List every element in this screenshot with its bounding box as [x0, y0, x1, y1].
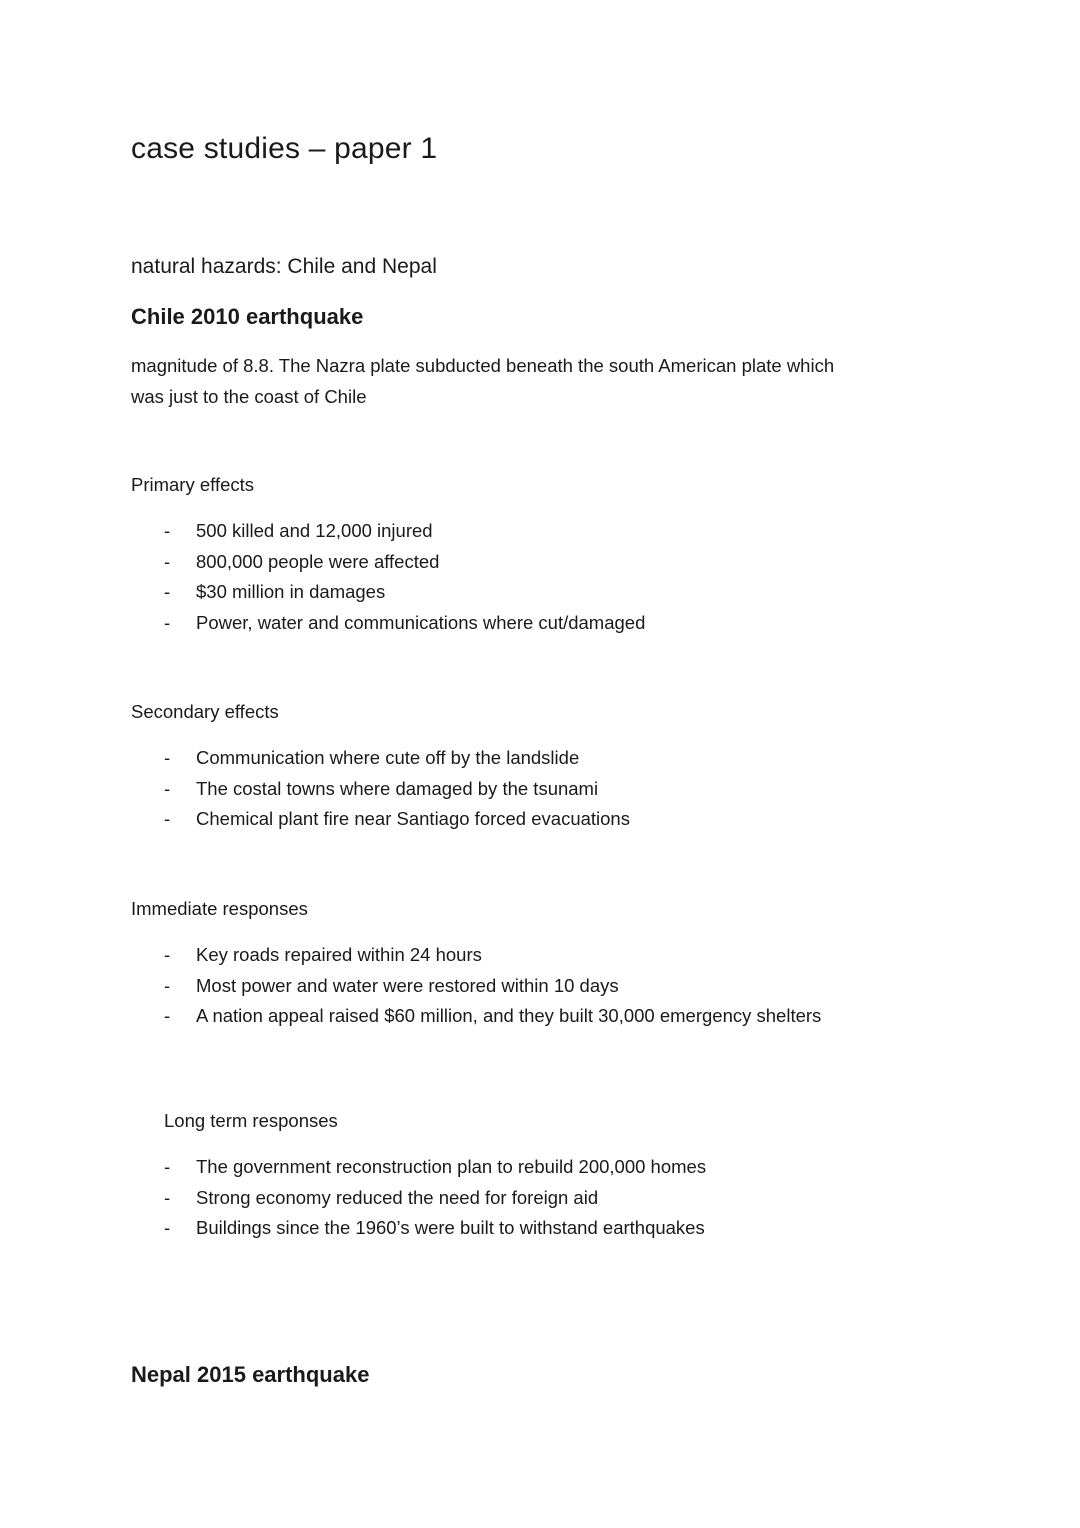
dash-bullet: -	[164, 520, 171, 541]
chile-intro	[131, 350, 951, 412]
dash-bullet: -	[164, 974, 171, 996]
chile-intro-line-2: was just to the coast of Chile	[131, 386, 367, 407]
list-item: - The government reconstruction plan to rebuild 200,000 homes	[131, 1152, 706, 1183]
list-item: - 500 killed and 12,000 injured	[131, 516, 645, 547]
dash-bullet: -	[164, 1156, 171, 1177]
dash-bullet: -	[164, 1005, 171, 1027]
chile-intro-line-1: magnitude of 8.8. The Nazra plate subducted beneath the south American plate which	[131, 355, 835, 376]
primary-effects-heading: Primary effects	[131, 474, 255, 495]
list-item: - Buildings since the 1960’s were built to withstand earthquakes	[131, 1213, 706, 1244]
dash-bullet: -	[164, 1217, 171, 1239]
immediate-responses-heading: Immediate responses	[131, 898, 308, 919]
long-term-responses-heading: Long term responses	[164, 1110, 338, 1131]
list-item: - 800,000 people were affected	[131, 547, 645, 578]
dash-bullet: -	[164, 612, 171, 634]
list-item: - Power, water and communications where cut/damaged	[131, 608, 645, 639]
dash-bullet: -	[164, 808, 171, 830]
list-item: - The costal towns where damaged by the tsunami	[131, 774, 630, 805]
list-item: - Communication where cute off by the landslide	[131, 743, 630, 774]
dash-bullet: -	[164, 581, 171, 603]
dash-bullet: -	[164, 550, 171, 572]
dash-bullet: -	[164, 1186, 171, 1208]
long-term-responses-list	[131, 1152, 706, 1244]
document-title: case studies – paper 1	[131, 132, 438, 165]
secondary-effects-list	[131, 743, 630, 835]
list-item: - Strong economy reduced the need for foreign aid	[131, 1183, 706, 1214]
dash-bullet: -	[164, 944, 171, 965]
list-item: - Chemical plant fire near Santiago forced evacuations	[131, 804, 630, 835]
list-item: - Key roads repaired within 24 hours	[131, 940, 821, 971]
dash-bullet: -	[164, 777, 171, 799]
immediate-responses-list	[131, 940, 821, 1032]
list-item: - A nation appeal raised $60 million, and they built 30,000 emergency shelters	[131, 1001, 821, 1032]
chile-heading: Chile 2010 earthquake	[131, 304, 364, 329]
secondary-effects-heading: Secondary effects	[131, 701, 279, 722]
document-subtitle: natural hazards: Chile and Nepal	[131, 255, 437, 278]
list-item: - $30 million in damages	[131, 577, 645, 608]
dash-bullet: -	[164, 747, 171, 768]
nepal-heading: Nepal 2015 earthquake	[131, 1362, 370, 1387]
list-item: - Most power and water were restored within 10 days	[131, 971, 821, 1002]
primary-effects-list	[131, 516, 645, 639]
